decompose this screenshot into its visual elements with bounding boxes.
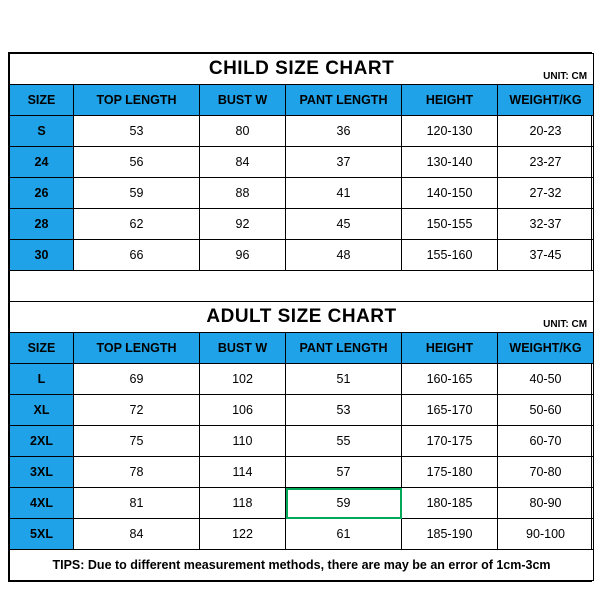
child-header-weight: WEIGHT/KG [498, 85, 594, 116]
child-chart-title: CHILD SIZE CHART [208, 58, 395, 79]
chart-spacer-cell [10, 271, 594, 302]
adult-row-0-size: L [10, 364, 74, 395]
chart-spacer [10, 271, 594, 302]
child-chart-title-row [10, 54, 594, 85]
adult-row-2-height: 170-175 [402, 426, 498, 457]
child-row-3-weight: 32-37 [498, 209, 594, 240]
child-row-2-weight: 27-32 [498, 178, 594, 209]
size-chart-table [9, 53, 594, 581]
child-chart-title-cell [10, 54, 594, 85]
adult-row-3-top-length: 78 [74, 457, 200, 488]
adult-chart-title-cell [10, 302, 594, 333]
adult-row-5-top-length: 84 [74, 519, 200, 550]
adult-row-5-height: 185-190 [402, 519, 498, 550]
child-row-4-top-length: 66 [74, 240, 200, 271]
child-row-4-weight: 37-45 [498, 240, 594, 271]
child-row-1-top-length: 56 [74, 147, 200, 178]
adult-row-0-top-length: 69 [74, 364, 200, 395]
adult-row-4-pant-length-selected[interactable]: 59 [286, 488, 402, 519]
table-row [10, 116, 594, 147]
child-row-1-bust-w: 84 [200, 147, 286, 178]
table-row [10, 488, 594, 519]
adult-row-3-pant-length: 57 [286, 457, 402, 488]
adult-row-1-weight: 50-60 [498, 395, 594, 426]
child-row-3-height: 150-155 [402, 209, 498, 240]
child-header-bust-w: BUST W [200, 85, 286, 116]
adult-row-0-pant-length: 51 [286, 364, 402, 395]
adult-row-0-bust-w: 102 [200, 364, 286, 395]
adult-header-top-length: TOP LENGTH [74, 333, 200, 364]
child-row-3-top-length: 62 [74, 209, 200, 240]
adult-row-5-bust-w: 122 [200, 519, 286, 550]
table-row [10, 209, 594, 240]
adult-row-5-weight: 90-100 [498, 519, 594, 550]
child-row-0-weight: 20-23 [498, 116, 594, 147]
table-row [10, 426, 594, 457]
adult-row-1-bust-w: 106 [200, 395, 286, 426]
adult-header-bust-w: BUST W [200, 333, 286, 364]
adult-chart-title: ADULT SIZE CHART [206, 306, 397, 327]
adult-chart-header-row [10, 333, 594, 364]
adult-row-2-size: 2XL [10, 426, 74, 457]
table-row [10, 364, 594, 395]
child-row-0-bust-w: 80 [200, 116, 286, 147]
adult-row-0-weight: 40-50 [498, 364, 594, 395]
child-row-2-top-length: 59 [74, 178, 200, 209]
child-row-2-pant-length: 41 [286, 178, 402, 209]
child-row-4-size: 30 [10, 240, 74, 271]
adult-row-0-height: 160-165 [402, 364, 498, 395]
adult-row-1-top-length: 72 [74, 395, 200, 426]
adult-row-3-height: 175-180 [402, 457, 498, 488]
tips-row [10, 550, 594, 581]
child-chart-header-row [10, 85, 594, 116]
child-row-1-height: 130-140 [402, 147, 498, 178]
adult-row-5-size: 5XL [10, 519, 74, 550]
child-row-3-bust-w: 92 [200, 209, 286, 240]
table-row [10, 519, 594, 550]
table-row [10, 395, 594, 426]
adult-row-3-size: 3XL [10, 457, 74, 488]
adult-row-1-size: XL [10, 395, 74, 426]
table-row [10, 147, 594, 178]
child-row-2-bust-w: 88 [200, 178, 286, 209]
adult-header-pant-length: PANT LENGTH [286, 333, 402, 364]
adult-row-3-weight: 70-80 [498, 457, 594, 488]
child-row-2-size: 26 [10, 178, 74, 209]
adult-header-size: SIZE [10, 333, 74, 364]
adult-row-2-top-length: 75 [74, 426, 200, 457]
adult-row-4-size: 4XL [10, 488, 74, 519]
child-header-top-length: TOP LENGTH [74, 85, 200, 116]
child-row-3-pant-length: 45 [286, 209, 402, 240]
child-row-1-size: 24 [10, 147, 74, 178]
child-row-4-bust-w: 96 [200, 240, 286, 271]
adult-row-1-height: 165-170 [402, 395, 498, 426]
child-chart-unit: UNIT: CM [543, 71, 588, 82]
size-chart-container [8, 52, 592, 582]
adult-row-2-weight: 60-70 [498, 426, 594, 457]
adult-chart-title-row [10, 302, 594, 333]
child-row-4-height: 155-160 [402, 240, 498, 271]
adult-row-4-height: 180-185 [402, 488, 498, 519]
child-row-1-weight: 23-27 [498, 147, 594, 178]
adult-row-2-pant-length: 55 [286, 426, 402, 457]
child-header-pant-length: PANT LENGTH [286, 85, 402, 116]
table-row [10, 240, 594, 271]
table-row [10, 178, 594, 209]
child-row-0-size: S [10, 116, 74, 147]
child-row-2-height: 140-150 [402, 178, 498, 209]
adult-header-weight: WEIGHT/KG [498, 333, 594, 364]
adult-row-2-bust-w: 110 [200, 426, 286, 457]
adult-chart-unit: UNIT: CM [543, 319, 588, 330]
child-header-size: SIZE [10, 85, 74, 116]
adult-row-3-bust-w: 114 [200, 457, 286, 488]
adult-row-5-pant-length: 61 [286, 519, 402, 550]
adult-row-4-bust-w: 118 [200, 488, 286, 519]
child-row-0-pant-length: 36 [286, 116, 402, 147]
adult-row-1-pant-length: 53 [286, 395, 402, 426]
tips-text: TIPS: Due to different measurement methods, there are may be an error of 1cm-3cm [10, 550, 594, 581]
child-row-4-pant-length: 48 [286, 240, 402, 271]
table-row [10, 457, 594, 488]
child-row-3-size: 28 [10, 209, 74, 240]
child-row-0-top-length: 53 [74, 116, 200, 147]
child-row-1-pant-length: 37 [286, 147, 402, 178]
adult-row-4-top-length: 81 [74, 488, 200, 519]
child-header-height: HEIGHT [402, 85, 498, 116]
adult-row-4-weight: 80-90 [498, 488, 594, 519]
child-row-0-height: 120-130 [402, 116, 498, 147]
adult-header-height: HEIGHT [402, 333, 498, 364]
